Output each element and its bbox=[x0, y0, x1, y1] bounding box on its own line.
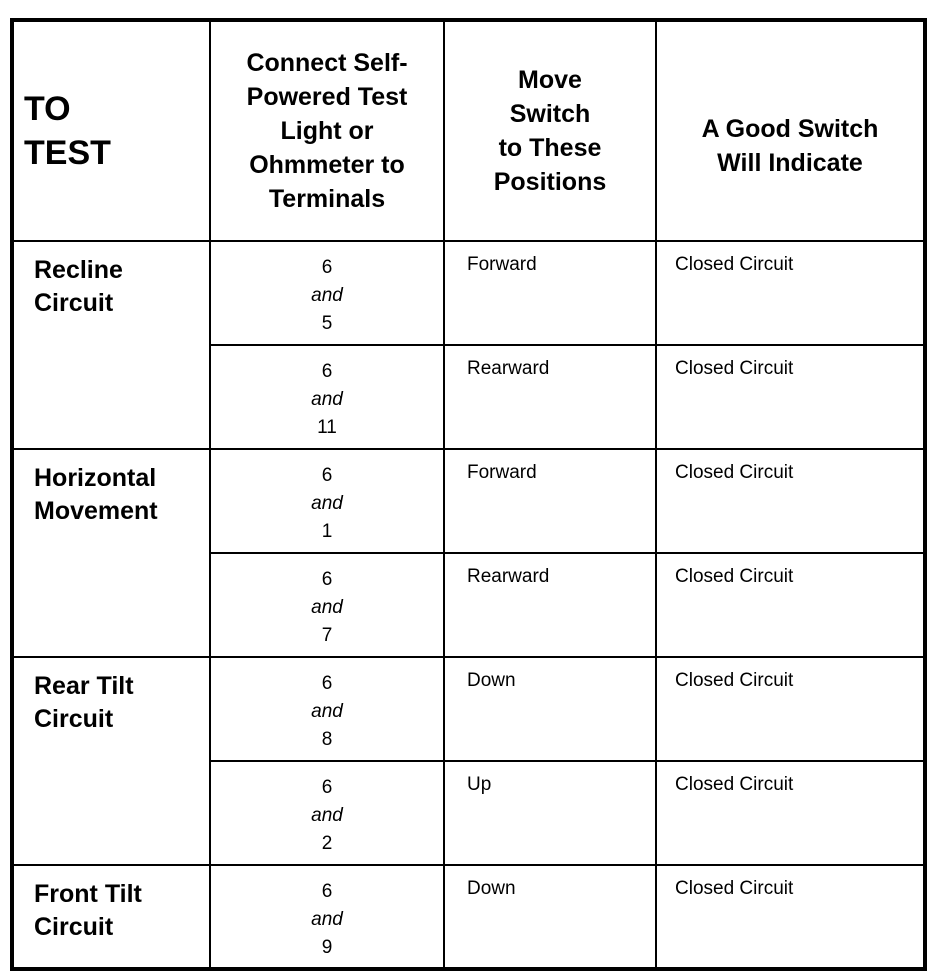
and-word: and bbox=[311, 493, 343, 514]
header-line: Powered Test bbox=[246, 83, 408, 111]
terminal-number: 1 bbox=[321, 521, 333, 542]
terminals-cell bbox=[210, 553, 444, 657]
table-row bbox=[12, 657, 925, 761]
header-to-test bbox=[12, 20, 210, 241]
table-row bbox=[12, 865, 925, 969]
position-cell: Down bbox=[444, 865, 656, 969]
header-line: Switch bbox=[509, 100, 591, 128]
header-line: to These bbox=[498, 134, 602, 162]
terminals-cell bbox=[210, 449, 444, 553]
terminals-cell bbox=[210, 345, 444, 449]
and-word: and bbox=[311, 389, 343, 410]
terminal-number: 6 bbox=[321, 569, 333, 590]
indicate-cell: Closed Circuit bbox=[656, 345, 925, 449]
terminal-number: 6 bbox=[321, 361, 333, 382]
terminals-cell bbox=[210, 657, 444, 761]
header-line: Connect Self- bbox=[246, 49, 408, 77]
circuit-label: Circuit bbox=[34, 705, 114, 733]
terminal-number: 6 bbox=[321, 673, 333, 694]
position-cell: Up bbox=[444, 761, 656, 865]
terminal-number: 6 bbox=[321, 777, 333, 798]
circuit-cell-front-tilt bbox=[12, 865, 210, 969]
header-line: Will Indicate bbox=[717, 149, 863, 177]
header-row bbox=[12, 20, 925, 241]
table-row bbox=[12, 449, 925, 553]
circuit-label: Rear Tilt bbox=[34, 672, 134, 700]
terminals-cell bbox=[210, 241, 444, 345]
indicate-cell: Closed Circuit bbox=[656, 449, 925, 553]
indicate-cell: Closed Circuit bbox=[656, 241, 925, 345]
position-cell: Rearward bbox=[444, 553, 656, 657]
header-line: Light or bbox=[280, 117, 374, 145]
header-line: A Good Switch bbox=[701, 115, 879, 143]
and-word: and bbox=[311, 597, 343, 618]
position-cell: Forward bbox=[444, 449, 656, 553]
header-line: TO bbox=[24, 90, 71, 128]
header-move-switch bbox=[444, 20, 656, 241]
and-word: and bbox=[311, 805, 343, 826]
terminal-number: 9 bbox=[321, 937, 333, 958]
terminal-number: 11 bbox=[317, 417, 337, 438]
circuit-label: Front Tilt bbox=[34, 880, 142, 908]
position-cell: Rearward bbox=[444, 345, 656, 449]
header-line: Ohmmeter to bbox=[249, 151, 405, 179]
circuit-label: Movement bbox=[34, 497, 158, 525]
circuit-label: Circuit bbox=[34, 289, 114, 317]
header-line: Terminals bbox=[268, 185, 386, 213]
circuit-cell-rear-tilt bbox=[12, 657, 210, 865]
header-connect-terminals bbox=[210, 20, 444, 241]
circuit-cell-horizontal bbox=[12, 449, 210, 657]
and-word: and bbox=[311, 285, 343, 306]
circuit-cell-recline bbox=[12, 241, 210, 449]
header-line: Move bbox=[518, 66, 582, 94]
header-line: Positions bbox=[493, 168, 607, 196]
terminals-cell bbox=[210, 865, 444, 969]
terminal-number: 5 bbox=[321, 313, 333, 334]
indicate-cell: Closed Circuit bbox=[656, 761, 925, 865]
terminals-cell bbox=[210, 761, 444, 865]
circuit-label: Circuit bbox=[34, 913, 114, 941]
position-cell: Forward bbox=[444, 241, 656, 345]
circuit-label: Horizontal bbox=[34, 464, 157, 492]
header-good-switch bbox=[656, 20, 925, 241]
terminal-number: 6 bbox=[321, 881, 333, 902]
circuit-label: Recline bbox=[34, 256, 123, 284]
terminal-number: 6 bbox=[321, 257, 333, 278]
position-cell: Down bbox=[444, 657, 656, 761]
and-word: and bbox=[311, 701, 343, 722]
and-word: and bbox=[311, 909, 343, 930]
indicate-cell: Closed Circuit bbox=[656, 657, 925, 761]
switch-test-table bbox=[10, 18, 927, 971]
terminal-number: 7 bbox=[321, 625, 333, 646]
header-line: TEST bbox=[24, 134, 111, 172]
terminal-number: 6 bbox=[321, 465, 333, 486]
indicate-cell: Closed Circuit bbox=[656, 865, 925, 969]
terminal-number: 2 bbox=[321, 833, 333, 854]
indicate-cell: Closed Circuit bbox=[656, 553, 925, 657]
table-row bbox=[12, 241, 925, 345]
terminal-number: 8 bbox=[321, 729, 333, 750]
